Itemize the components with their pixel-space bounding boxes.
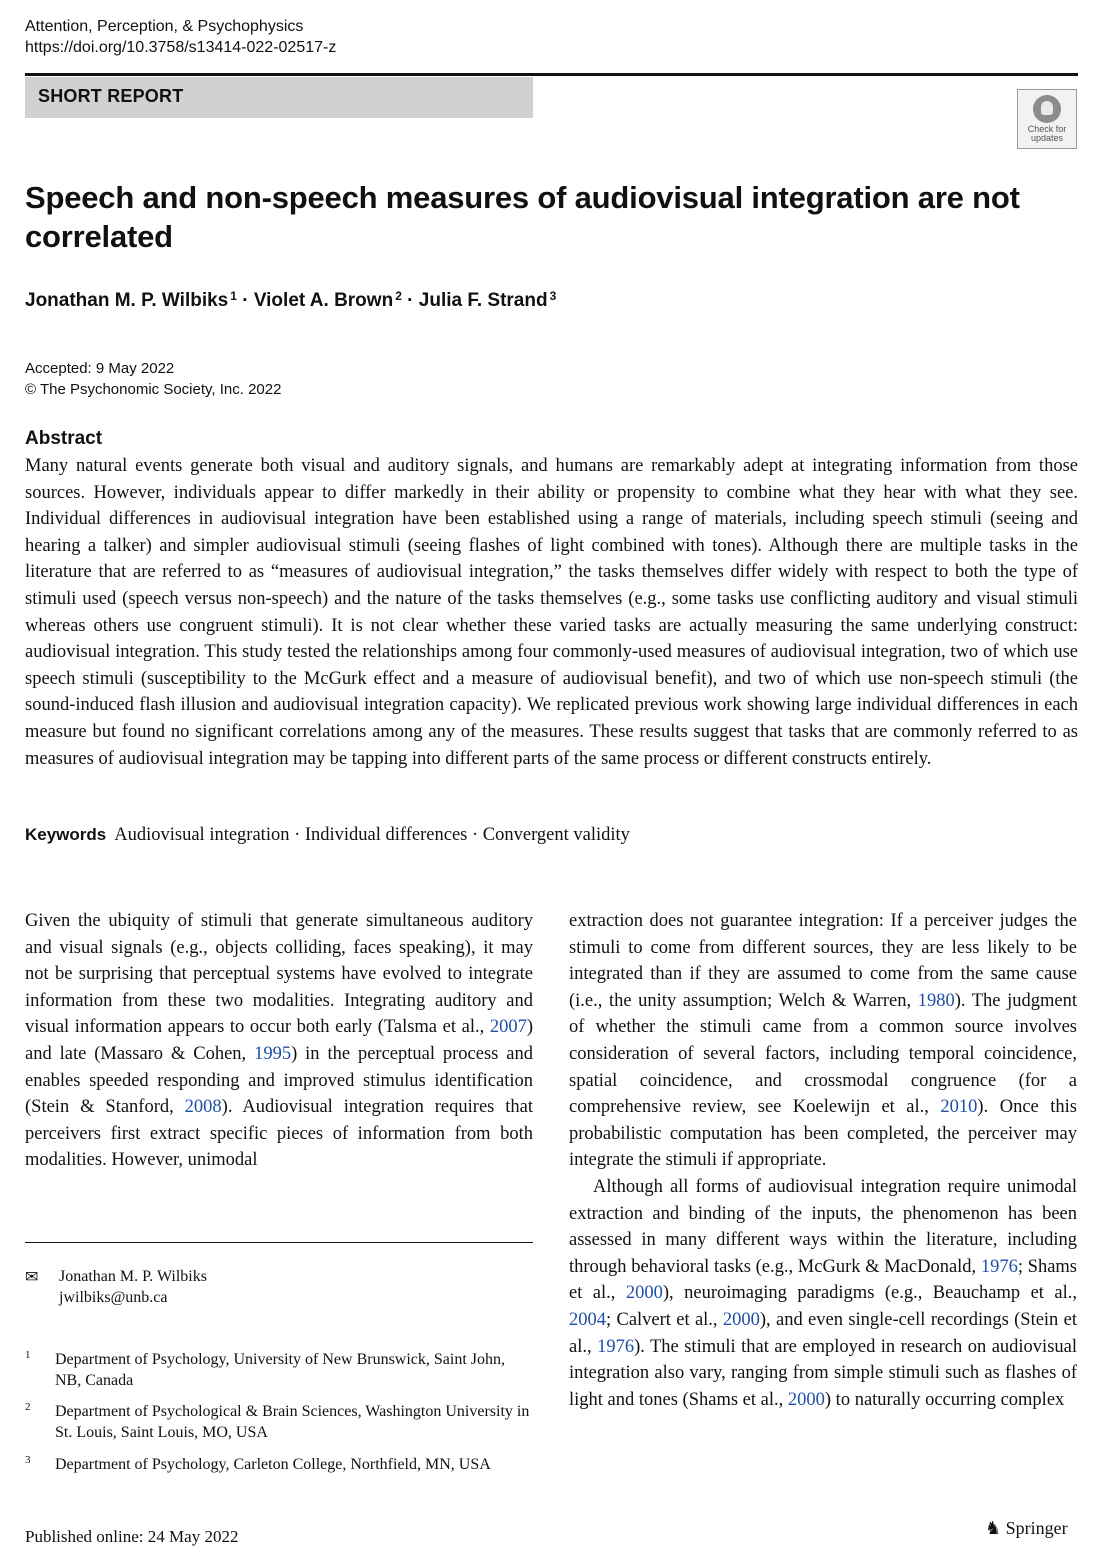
article-dates <box>25 358 281 400</box>
author-aff-mark: 1 <box>230 289 237 303</box>
affiliation-text: Department of Psychology, University of New Brunswick, Saint John, NB, Canada <box>55 1351 506 1389</box>
body-paragraph: Given the ubiquity of stimuli that generate simultaneous auditory and visual signals (e.g., objects colliding, faces speaking), it may not be surprising that perceptual systems have evolved to integrate information from these two modalities. Integrating auditory and visual information appears to occur both early (Talsma et al., 2007) and late (Massaro & Cohen, 1995) in the perceptual process and enables speeded responding and improved stimulus identification (Stein & Stanford, 2008). Audiovisual integration requires that perceivers first extract specific pieces of information from both modalities. However, unimodal <box>25 911 534 1171</box>
abstract-heading: Abstract <box>25 428 103 449</box>
footnote-rule <box>25 1242 533 1243</box>
citation-link[interactable]: 1980 <box>917 990 955 1011</box>
doi-link[interactable]: https://doi.org/10.3758/s13414-022-02517-z <box>25 39 337 56</box>
envelope-icon: ✉ <box>25 1269 39 1286</box>
author-name[interactable]: Julia F. Strand <box>418 290 548 311</box>
corresponding-email[interactable]: jwilbiks@unb.ca <box>59 1289 168 1306</box>
keywords-line <box>25 825 630 846</box>
citation-link[interactable]: 1995 <box>254 1043 292 1064</box>
published-date: Published online: 24 May 2022 <box>25 1527 239 1546</box>
article-type-bar <box>25 77 533 118</box>
body-paragraph: extraction does not guarantee integration: If a perceiver judges the stimuli to come from different sources, they are less likely to be integrated than if they are assumed to come from the same cause (i.e., the unity assumption; Welch & Warren, 1980). The judgment of whether the stimuli came from a common source involves consideration of several factors, including temporal coincidence, spatial coincidence, and crossmodal congruence (for a comprehensive review, see Koelewijn et al., 2010). Once this probabilistic computation has been completed, the perceiver may integrate the stimuli if appropriate. <box>569 911 1077 1171</box>
body-paragraph: Although all forms of audiovisual integration require unimodal extraction and binding of the inputs, the phenomenon has been assessed in many different ways within the literature, including through behavioral tasks (e.g., McGurk & MacDonald, 1976; Shams et al., 2000), neuroimaging paradigms (e.g., Beauchamp et al., 2004; Calvert et al., 2000), and even single-cell recordings (Stein et al., 1976). The stimuli that are employed in research on audiovisual integration also vary, ranging from simple stimuli such as flashes of light and tones (Shams et al., 2000) to naturally occurring complex <box>569 1176 1078 1410</box>
body-column-left <box>25 908 533 1174</box>
journal-header <box>25 16 336 58</box>
author-aff-mark: 3 <box>549 289 557 303</box>
publisher-logo[interactable] <box>985 1518 1068 1539</box>
citation-link[interactable]: 2004 <box>569 1309 606 1330</box>
affiliation-number: 2 <box>25 1401 31 1413</box>
citation-link[interactable]: 2010 <box>940 1097 978 1118</box>
header-rule <box>25 73 1078 76</box>
citation-link[interactable]: 1976 <box>980 1256 1018 1277</box>
author-list: Jonathan M. P. Wilbiks $^1$ · Violet A. Brown $^2$ · Julia F. Strand $^3$ <box>25 289 557 311</box>
affiliation-number: 1 <box>25 1349 31 1361</box>
citation-link[interactable]: 2000 <box>787 1389 825 1410</box>
author-aff-mark: 2 <box>395 289 402 303</box>
citation-link[interactable]: 1976 <box>597 1336 635 1357</box>
citation-link[interactable]: 2007 <box>489 1017 527 1038</box>
publisher-name: Springer <box>1005 1518 1068 1538</box>
article-title: Speech and non-speech measures of audiovisual integration are not correlated <box>25 180 1020 254</box>
author-name[interactable]: Jonathan M. P. Wilbiks <box>25 290 229 311</box>
check-updates-label: Check for updates <box>1027 124 1067 143</box>
article-type-label: SHORT REPORT <box>38 86 184 106</box>
springer-horse-icon: ♞ <box>985 1518 1002 1538</box>
copyright-line: © The Psychonomic Society, Inc. 2022 <box>25 381 282 398</box>
affiliation-number: 3 <box>25 1454 31 1466</box>
citation-link[interactable]: 2000 <box>625 1283 663 1304</box>
abstract-text: Many natural events generate both visual and auditory signals, and humans are remarkably adept at integrating information from those sources. However, individuals appear to differ markedly in their ability or propensity to combine what they hear with what they see. Individual differences in audiovisual integration have been established using a range of materials, including speech stimuli (seeing and hearing a talker) and simpler audiovisual stimuli (seeing flashes of light combined with tones). Although there are multiple tasks in the literature that are referred to as “measures of audiovisual integration,” the tasks themselves differ widely with respect to both the type of stimuli used (speech versus non-speech) and the nature of the tasks themselves (e.g., some tasks use conflicting auditory and visual stimuli whereas others use congruent stimuli). It is not clear whether these varied tasks are actually measuring the same underlying construct: audiovisual integration. This study tested the relationships among four commonly-used measures of audiovisual integration, two of which use speech stimuli (susceptibility to the McGurk effect and a measure of audiovisual benefit), and two of which use non-speech stimuli (the sound-induced flash illusion and audiovisual integration capacity). We replicated previous work showing large individual differences in each measure but found no significant correlations among any of the measures. These results suggest that tasks that are commonly referred to as measures of audiovisual integration may be tapping into different parts of the same process or different constructs entirely. <box>25 456 1078 769</box>
affiliation-text: Department of Psychological & Brain Sciences, Washington University in St. Louis, Saint Louis, MO, USA <box>55 1403 530 1441</box>
accepted-date: Accepted: 9 May 2022 <box>25 360 175 377</box>
body-column-right <box>569 908 1077 1413</box>
check-for-updates-badge[interactable] <box>1017 89 1077 149</box>
bookmark-icon <box>1033 95 1061 123</box>
keywords-heading: Keywords <box>25 825 107 844</box>
citation-link[interactable]: 2008 <box>184 1097 222 1118</box>
citation-link[interactable]: 2000 <box>722 1309 760 1330</box>
corresponding-name: Jonathan M. P. Wilbiks <box>59 1268 207 1285</box>
affiliation-text: Department of Psychology, Carleton College, Northfield, MN, USA <box>55 1456 491 1473</box>
author-name[interactable]: Violet A. Brown <box>253 290 394 311</box>
journal-name: Attention, Perception, & Psychophysics <box>25 18 304 35</box>
keywords-list: Audiovisual integration · Individual differences · Convergent validity <box>114 825 630 845</box>
